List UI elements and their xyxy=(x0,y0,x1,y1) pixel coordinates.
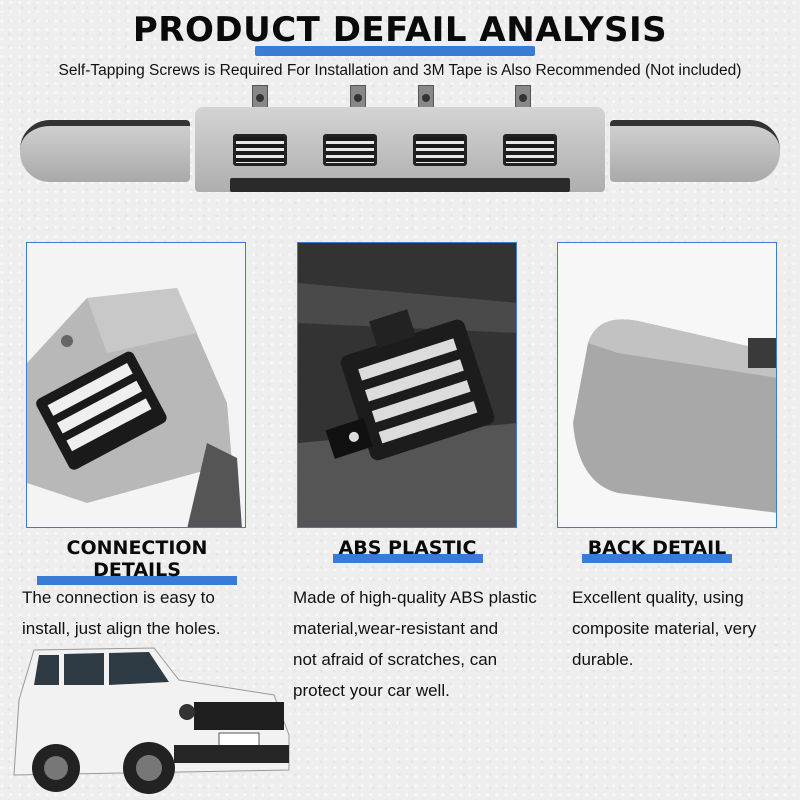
bumper-slot xyxy=(230,178,570,192)
back-detail-image xyxy=(557,242,777,528)
connection-detail-image xyxy=(26,242,246,528)
bumper-end-left xyxy=(20,120,190,182)
heading-connection-details: CONNECTION DETAILS xyxy=(22,537,252,581)
abs-plastic-image xyxy=(297,242,517,528)
bumper-center xyxy=(195,107,605,192)
description-abs xyxy=(293,582,558,706)
heading-back-detail: BACK DETAIL xyxy=(562,537,752,559)
product-image xyxy=(20,85,780,205)
vent xyxy=(323,134,377,166)
description-line: Excellent quality, using xyxy=(572,588,744,607)
bumper-end-right xyxy=(610,120,780,182)
description-line: Made of high-quality ABS plastic xyxy=(293,588,537,607)
vent xyxy=(503,134,557,166)
heading-abs-plastic: ABS PLASTIC xyxy=(300,537,515,559)
description-line: durable. xyxy=(572,650,634,669)
subtitle: Self-Tapping Screws is Required For Installation and 3M Tape is Also Recommended (Not included) xyxy=(58,62,742,79)
description-line: not afraid of scratches, can xyxy=(293,650,498,669)
description-line: composite material, very xyxy=(572,619,757,638)
description-line: install, just align the holes. xyxy=(22,619,221,638)
description-back xyxy=(572,582,787,675)
page-title: PRODUCT DEFAIL ANALYSIS xyxy=(132,10,668,50)
description-connection xyxy=(22,582,272,644)
vent xyxy=(233,134,287,166)
car-image xyxy=(4,640,294,800)
vent xyxy=(413,134,467,166)
description-line: protect your car well. xyxy=(293,681,450,700)
description-line: material,wear-resistant and xyxy=(293,619,499,638)
description-line: The connection is easy to xyxy=(22,588,215,607)
